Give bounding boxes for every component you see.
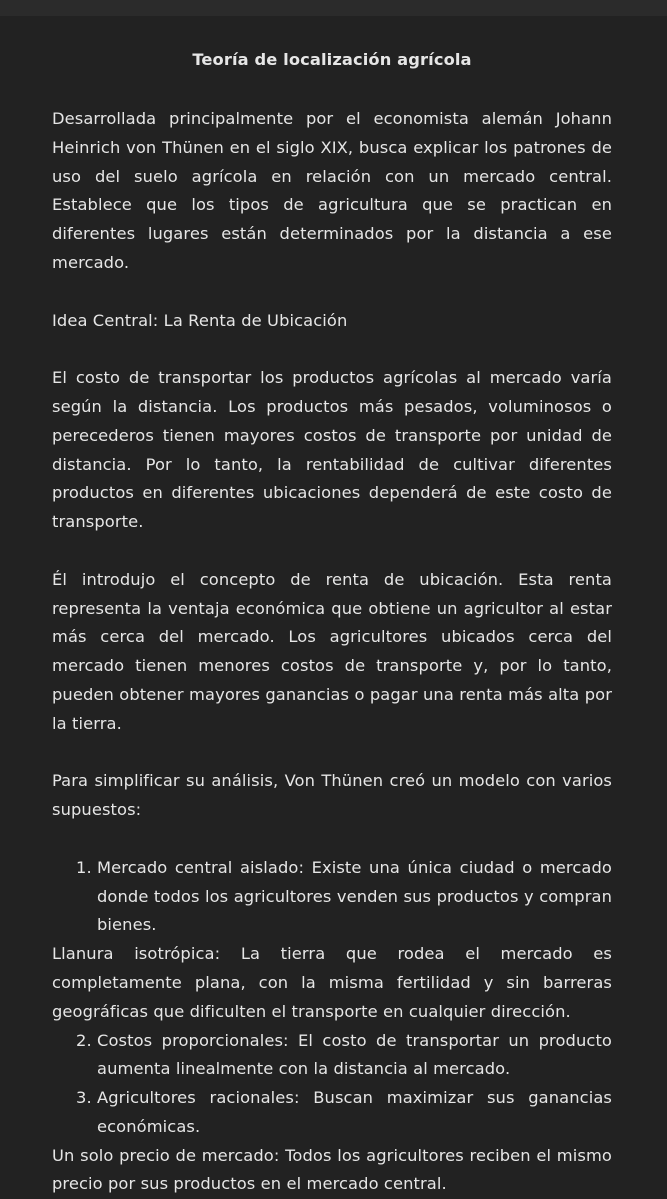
list-item: 3. Agricultores racionales: Buscan maximizar sus ganancias económicas. <box>97 1084 612 1142</box>
subheading: Idea Central: La Renta de Ubicación <box>52 310 348 330</box>
intro-paragraph: Desarrollada principalmente por el economista alemán Johann Heinrich von Thünen en el siglo XIX, busca explicar los patrones de uso del suelo agrícola en relación con un mercado central. Establece que los tipos de agricultura que se practican en diferentes lugares están determinados por la distancia a ese mercado. <box>52 109 612 272</box>
rent-paragraph: Él introdujo el concepto de renta de ubicación. Esta renta representa la ventaja económica que obtiene un agricultor al estar más cerca del mercado. Los agricultores ubicados cerca del mercado tienen menores costos de transporte y, por lo tanto, pueden obtener mayores ganancias o pagar una renta más alta por la tierra. <box>52 569 612 733</box>
document-title: Teoría de localización agrícola <box>192 50 472 69</box>
list-item: 2. Costos proporcionales: El costo de transportar un producto aumenta linealmente con la distancia al mercado. <box>97 1027 612 1085</box>
transport-paragraph: El costo de transportar los productos agrícolas al mercado varía según la distancia. Los productos más pesados, voluminosos o perecederos tienen mayores costos de transporte por unidad de distancia. Por lo tanto, la rentabilidad de cultivar diferentes productos en diferentes ubicaciones dependerá de este costo de transporte. <box>52 368 612 532</box>
assumptions-paragraph: Para simplificar su análisis, Von Thünen creó un modelo con varios supuestos: <box>52 771 612 820</box>
assumptions-list-1 <box>52 854 612 940</box>
list-item: 1. Mercado central aislado: Existe una única ciudad o mercado donde todos los agricultores venden sus productos y compran bienes. <box>97 854 612 940</box>
document-body <box>52 44 612 1199</box>
top-bar <box>0 0 667 16</box>
single-price-paragraph: Un solo precio de mercado: Todos los agricultores reciben el mismo precio por sus productos en el mercado central. <box>52 1145 612 1194</box>
isotropic-plain-paragraph: Llanura isotrópica: La tierra que rodea el mercado es completamente plana, con la misma fertilidad y sin barreras geográficas que dificulten el transporte en cualquier dirección. <box>52 944 612 1021</box>
assumptions-list-2 <box>52 1027 612 1142</box>
